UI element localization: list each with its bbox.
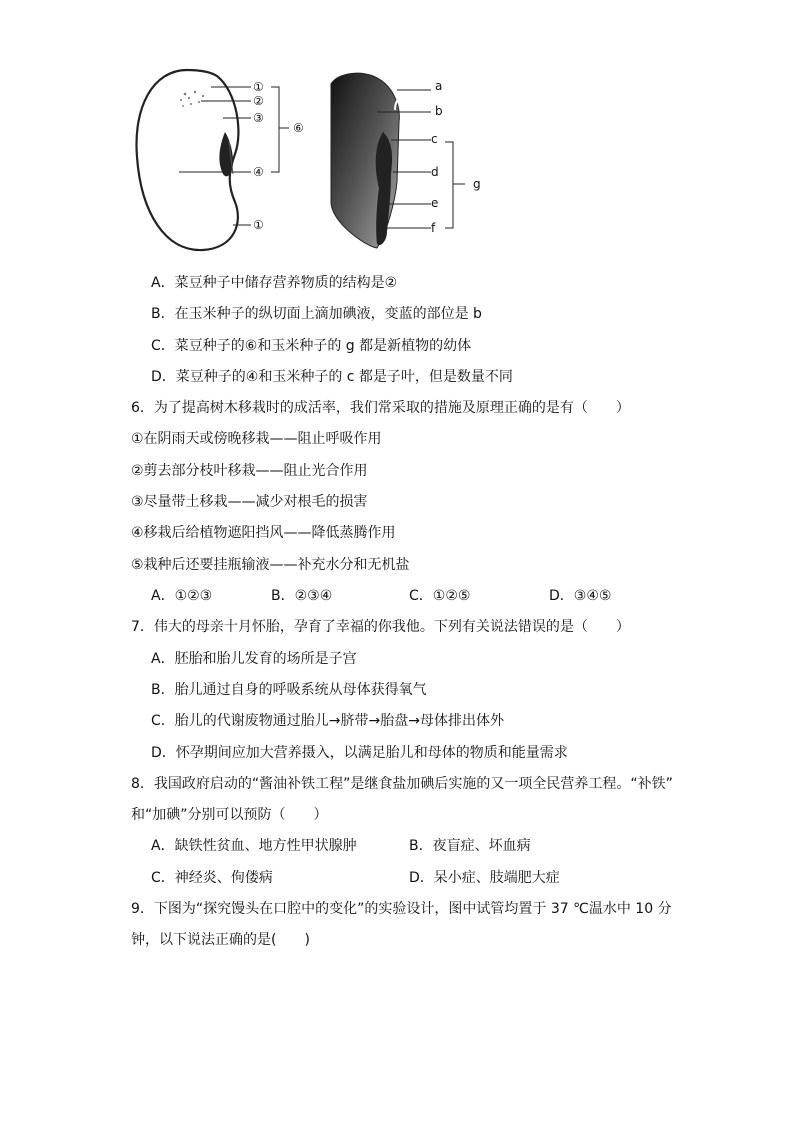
corn-seed-diagram (331, 73, 481, 248)
corn-label-g: g (473, 177, 481, 191)
q8-option-a: A．缺铁性贫血、地方性甲状腺肿 (151, 838, 357, 854)
q6-item-2: ②剪去部分枝叶移栽——阻止光合作用 (131, 463, 368, 479)
q6-option-b: B．②③④ (271, 588, 333, 604)
q6-item-3: ③尽量带土移栽——减少对根毛的损害 (131, 494, 368, 510)
bean-label-1: ① (253, 80, 264, 94)
q7-option-d: D．怀孕期间应加大营养摄入，以满足胎儿和母体的物质和能量需求 (151, 745, 568, 761)
q7-stem: 7．伟大的母亲十月怀胎，孕育了幸福的你我他。下列有关说法错误的是（ ） (131, 619, 630, 635)
q9-stem-line2: 钟，以下说法正确的是( ) (131, 932, 310, 948)
seed-structure-figure (125, 62, 525, 262)
q8-stem-line2: 和“加碘”分别可以预防（ ） (131, 807, 328, 823)
corn-label-a: a (435, 79, 443, 93)
corn-label-d: d (431, 165, 439, 179)
q8-option-b: B．夜盲症、坏血病 (409, 838, 531, 854)
q9-stem-line1: 9．下图为“探究馒头在口腔中的变化”的实验设计，图中试管均置于 37 ℃温水中 10 分 (131, 901, 672, 917)
q6-stem: 6．为了提高树木移栽时的成活率，我们常采取的措施及原理正确的是有（ ） (131, 400, 630, 416)
bean-label-4: ④ (253, 165, 264, 179)
q7-option-b: B．胎儿通过自身的呼吸系统从母体获得氧气 (151, 682, 427, 698)
q7-option-a: A．胚胎和胎儿发育的场所是子宫 (151, 651, 357, 667)
corn-label-b: b (435, 104, 443, 118)
q6-option-a: A．①②③ (151, 588, 213, 604)
q6-option-c: C．①②⑤ (409, 588, 471, 604)
corn-label-e: e (431, 196, 439, 210)
q6-item-4: ④移栽后给植物遮阳挡风——降低蒸腾作用 (131, 525, 396, 541)
bean-label-2: ② (253, 94, 264, 108)
bean-label-6: ⑥ (293, 121, 304, 135)
q8-stem-line1: 8．我国政府启动的“酱油补铁工程”是继食盐加碘后实施的又一项全民营养工程。“补铁” (131, 776, 673, 792)
bean-seed-diagram (136, 70, 303, 250)
q8-option-c: C．神经炎、佝偻病 (151, 870, 273, 886)
corn-label-f: f (431, 221, 436, 235)
q5-option-a: A．菜豆种子中储存营养物质的结构是② (151, 275, 398, 291)
q6-option-d: D．③④⑤ (549, 588, 612, 604)
q8-option-d: D．呆小症、肢端肥大症 (409, 870, 560, 886)
q5-option-d: D．菜豆种子的④和玉米种子的 c 都是子叶，但是数量不同 (151, 369, 513, 385)
corn-label-c: c (431, 132, 438, 146)
q5-option-c: C．菜豆种子的⑥和玉米种子的 g 都是新植物的幼体 (151, 338, 472, 354)
bean-label-3: ③ (253, 111, 264, 125)
bean-label-1b: ① (253, 218, 264, 232)
q6-item-5: ⑤栽种后还要挂瓶输液——补充水分和无机盐 (131, 557, 410, 573)
q6-item-1: ①在阴雨天或傍晚移栽——阻止呼吸作用 (131, 431, 382, 447)
q7-option-c: C．胎儿的代谢废物通过胎儿→脐带→胎盘→母体排出体外 (151, 713, 504, 729)
q5-option-b: B．在玉米种子的纵切面上滴加碘液，变蓝的部位是 b (151, 306, 482, 322)
